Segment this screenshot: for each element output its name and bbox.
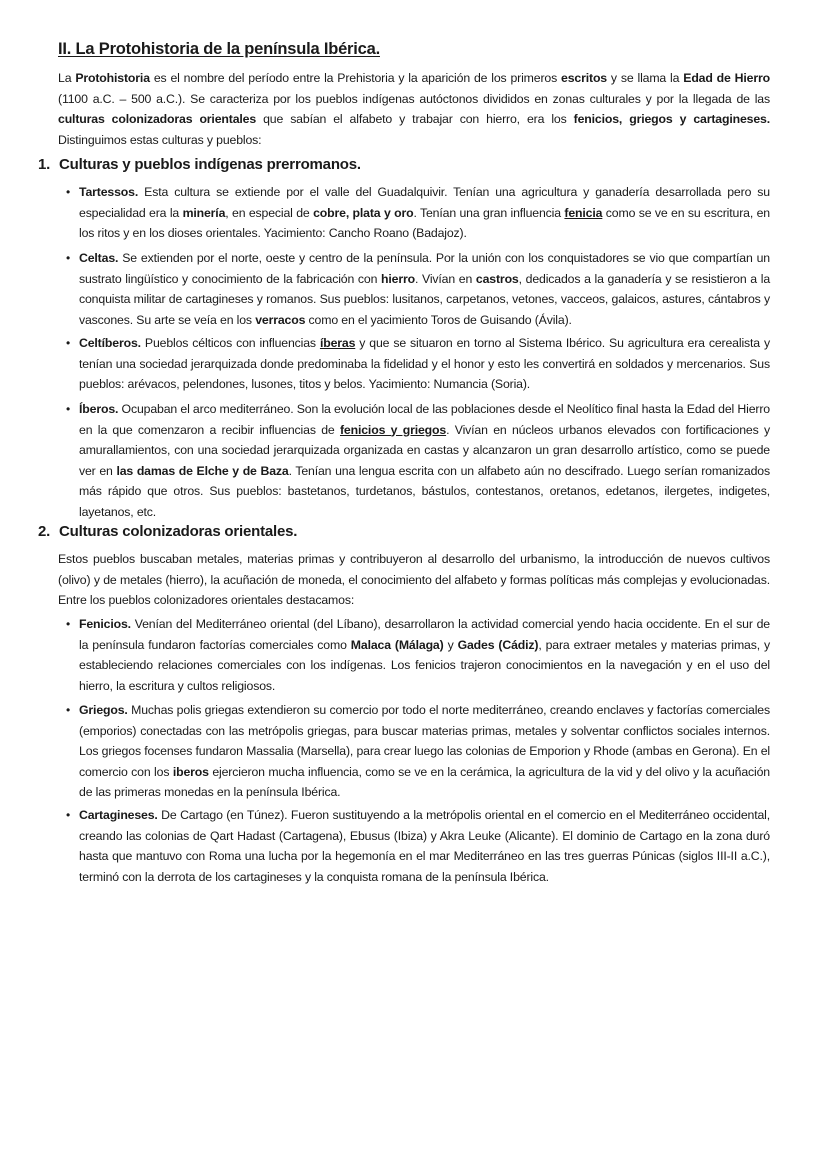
text-run: Venían del Mediterráneo oriental (del Líbano), desarrollaron la actividad comercial yendo hacia occidente. En el sur de la península fundaron factorías comerciales como bbox=[79, 617, 770, 652]
section-2-intro: Estos pueblos buscaban metales, materias primas y contribuyeron al desarrollo del urbanismo, la introducción de nuevos cultivos (olivo) y de metales (hierro), la acuñación de moneda, el conocimiento del alfabeto y formas políticas más complejas y evolucionadas. Entre los pueblos colonizadores orientales destacamos: bbox=[58, 552, 770, 607]
text-run: . Tenían una gran influencia bbox=[413, 205, 565, 220]
section-title: Culturas colonizadoras orientales. bbox=[59, 523, 298, 540]
emphasis-underlined: fenicia bbox=[564, 205, 603, 220]
emphasis-bold: Celtas. bbox=[79, 251, 119, 265]
bullet-text bbox=[79, 703, 770, 799]
bullet-icon: • bbox=[66, 808, 71, 822]
emphasis-underlined: fenicios y griegos bbox=[339, 422, 447, 437]
text-run: . Vivían en núcleos urbanos elevados con fortificaciones y amurallamientos, con una sociedad jerarquizada organizada en castas y alcanzaron un gran desarrollo artístico, como se puede ver en bbox=[79, 422, 770, 478]
emphasis-bold: Gades (Cádiz) bbox=[457, 637, 539, 652]
text-run: Pueblos célticos con influencias bbox=[140, 336, 320, 350]
bullet-icon: • bbox=[66, 617, 71, 631]
text-run: , para extraer metales y materias primas, y estableciendo relaciones comerciales con los indígenas. Los fenicios trajeron conocimientos en la navegación y en el uso del hierro, la escritura y cultos religiosos. bbox=[79, 637, 770, 693]
text-run: Se extienden por el norte, oeste y centro de la península. Por la unión con los conquistadores se vio que compartían un sustrato lingüístico y conocimiento de la fabricación con bbox=[79, 251, 770, 286]
text-run: ejercieron mucha influencia, como se ve en la cerámica, la agricultura de la vid y del olivo y la acuñación de las primeras monedas en la península Ibérica. bbox=[79, 764, 770, 799]
text-run: que sabían el alfabeto y trabajar con hierro, era los bbox=[256, 112, 574, 126]
text-run: (1100 a.C. – 500 a.C.). Se caracteriza por los pueblos indígenas autóctonos divididos en zonas culturales y por la llegada de las bbox=[58, 91, 770, 106]
text-run: es el nombre del período entre la Prehistoria y la aparición de los primeros bbox=[149, 71, 562, 85]
emphasis-bold: Fenicios. bbox=[79, 617, 131, 631]
text-run: y se llama la bbox=[607, 71, 684, 85]
emphasis-bold: Edad de Hierro bbox=[683, 71, 770, 85]
bullet-fenicios bbox=[66, 614, 770, 696]
bullet-icon: • bbox=[66, 185, 71, 199]
emphasis-bold: Cartagineses. bbox=[79, 808, 158, 822]
section-heading-2 bbox=[38, 523, 297, 540]
bullet-icon: • bbox=[66, 336, 71, 350]
bullet-text bbox=[79, 808, 770, 884]
emphasis-underlined: íberas bbox=[319, 336, 356, 350]
emphasis-bold: fenicios, griegos y cartagineses. bbox=[573, 112, 770, 126]
text-run: De Cartago (en Túnez). Fueron sustituyendo a la metrópolis oriental en el comercio en el Mediterráneo occidental, creando las colonias de Qart Hadast (Cartagena), Ebusus (Ibiza) y Akra Leuke (Alicante). El dominio de Cartago en la zona duró hasta que mantuvo con Roma una lucha por la hegemonía en el mar Mediterráneo en las tres guerras Púnicas (siglos III-II a.C.), terminó con la derrota de los cartagineses y la conquista romana de la península Ibérica. bbox=[79, 808, 770, 884]
bullet-text bbox=[79, 617, 770, 693]
section-title: Culturas y pueblos indígenas prerromanos. bbox=[59, 156, 361, 173]
emphasis-bold: Celtíberos. bbox=[79, 336, 141, 350]
text-run: y bbox=[443, 637, 458, 652]
text-run: y que se situaron en torno al Sistema Ibérico. Su agricultura era cerealista y tenían una sociedad jerarquizada donde predominaba la fidelidad y el honor y esto les convertirá en soldados y mercenarios. Sus pueblos: arévacos, pelendones, lusones, titos y belos. Yacimiento: Numancia (Soria). bbox=[79, 336, 770, 391]
page-title: II. La Protohistoria de la península Ibérica. bbox=[58, 40, 380, 58]
text-run: como en el yacimiento Toros de Guisando (Ávila). bbox=[305, 312, 572, 327]
section-number: 2. bbox=[38, 523, 51, 540]
bullet-text bbox=[79, 251, 770, 327]
text-run: Distinguimos estas culturas y pueblos: bbox=[58, 132, 262, 147]
text-run: , en especial de bbox=[225, 205, 314, 220]
bullet-text bbox=[79, 402, 770, 519]
emphasis-bold: Tartessos. bbox=[79, 185, 139, 199]
bullet-icon: • bbox=[66, 402, 71, 416]
emphasis-bold: escritos bbox=[561, 71, 607, 85]
intro-paragraph bbox=[58, 68, 770, 150]
emphasis-bold: hierro bbox=[381, 271, 415, 286]
emphasis-bold: Griegos. bbox=[79, 703, 128, 717]
text-run: Muchas polis griegas extendieron su comercio por todo el norte mediterráneo, creando enclaves y factorías comerciales (emporios) conectadas con las metrópolis griegas, para buscar materias primas, metales y solventar conflictos sociales internos. Los griegos focenses fundaron Massalia (Marsella), para crear luego las colonias de Emporion y Rhode (ambas en Gerona). En el comercio con los bbox=[79, 703, 770, 779]
emphasis-bold: iberos bbox=[172, 764, 209, 779]
emphasis-bold: Protohistoria bbox=[75, 71, 150, 85]
emphasis-bold: castros bbox=[475, 271, 519, 286]
text-run: La bbox=[58, 71, 76, 85]
emphasis-bold: culturas colonizadoras orientales bbox=[58, 112, 257, 126]
bullet-icon: • bbox=[66, 251, 71, 265]
bullet-text bbox=[79, 185, 770, 240]
bullet-celtiberos bbox=[66, 333, 770, 395]
bullet-tartessos bbox=[66, 182, 770, 244]
emphasis-bold: minería bbox=[182, 205, 226, 220]
bullet-text bbox=[79, 336, 770, 391]
bullet-iberos bbox=[66, 399, 770, 522]
text-run: . Tenían una lengua escrita con un alfabeto aún no descifrado. Luego serían romanizados más rápido que otros. Sus pueblos: bastetanos, turdetanos, bástulos, contestanos, oretanos, edetanos, ilergetes, indigetes, layetanos, etc. bbox=[79, 463, 770, 519]
text-run: como se ve en su escritura, en los ritos y en los dioses orientales. Yacimiento: Cancho Roano (Badajoz). bbox=[79, 205, 770, 240]
text-run: . Vivían en bbox=[414, 271, 476, 286]
bullet-icon: • bbox=[66, 703, 71, 717]
bullet-griegos bbox=[66, 700, 770, 803]
text-run: Esta cultura se extiende por el valle del Guadalquivir. Tenían una agricultura y ganadería desarrollada pero su especialidad era la bbox=[79, 185, 770, 220]
bullet-cartagineses bbox=[66, 805, 770, 887]
emphasis-bold: Malaca (Málaga) bbox=[350, 637, 444, 652]
emphasis-bold: las damas de Elche y de Baza bbox=[116, 463, 289, 478]
text-run: , dedicados a la ganadería y se resistieron a la conquista militar de cartagineses y romanos. Sus pueblos: lusitanos, carpetanos, vetones, vacceos, galaicos, astures, cántabros y vascones. Su arte se veía en los bbox=[79, 271, 771, 327]
bullet-celtas bbox=[66, 248, 770, 330]
section-number: 1. bbox=[38, 156, 51, 173]
emphasis-bold: Íberos. bbox=[79, 402, 119, 416]
emphasis-bold: cobre, plata y oro bbox=[313, 205, 414, 220]
section-heading-1 bbox=[38, 156, 361, 173]
text-run: Ocupaban el arco mediterráneo. Son la evolución local de las poblaciones desde el Neolítico final hasta la Edad del Hierro en la que comenzaron a recibir influencias de bbox=[79, 402, 770, 437]
emphasis-bold: verracos bbox=[255, 312, 306, 327]
